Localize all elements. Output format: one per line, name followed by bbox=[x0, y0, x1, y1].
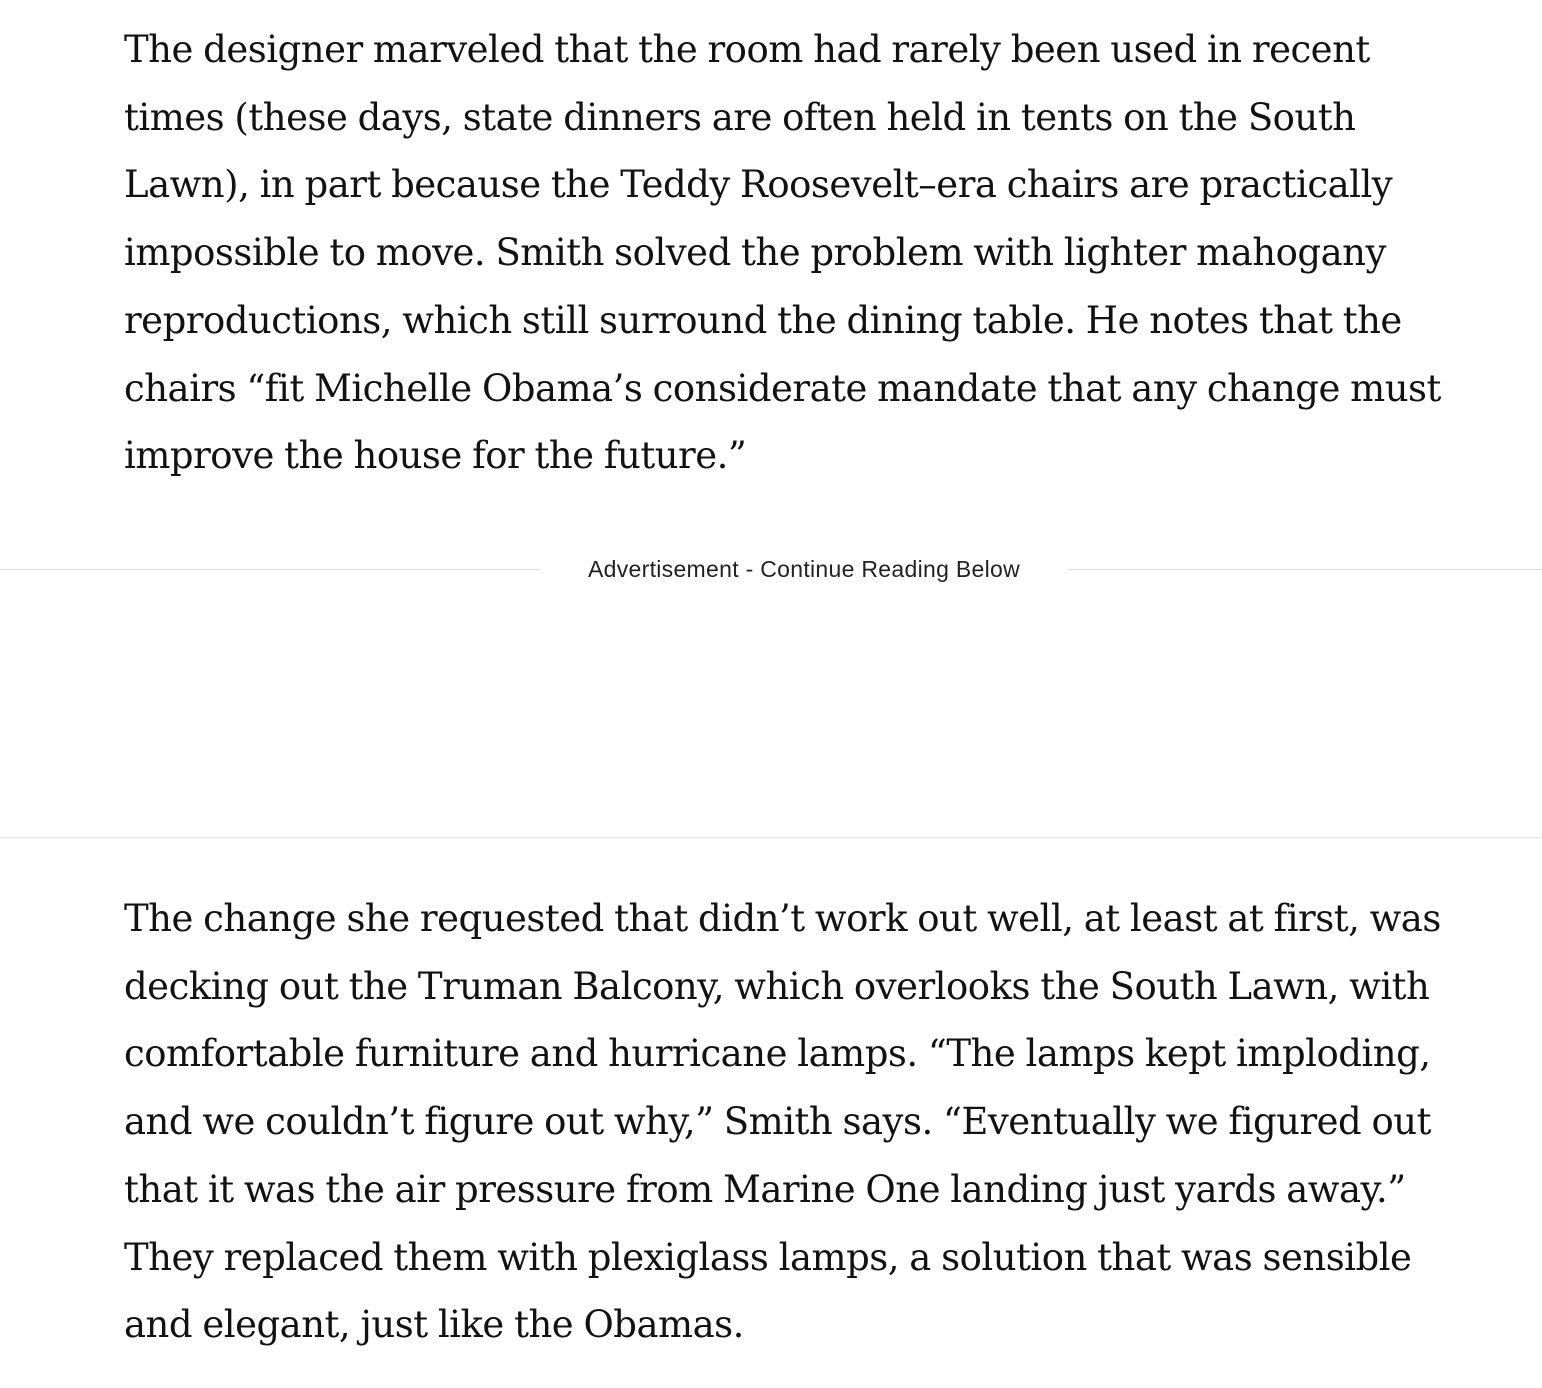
advertisement-label: Advertisement - Continue Reading Below bbox=[587, 556, 1020, 582]
ad-divider-right bbox=[1068, 569, 1542, 570]
advertisement-slot[interactable] bbox=[0, 590, 1542, 836]
article-paragraph-1: The designer marveled that the room had rarely been used in recent times (these days, state dinners are often held in tents on the South Lawn), in part because the Teddy Roosevelt–era chairs are practically impossible to move. Smith solved the problem with lighter mahogany reproductions, which still surround the dining table. He notes that the chairs “fit Michelle Obama’s considerate mandate that any change must improve the house for the future.” bbox=[124, 28, 1441, 478]
article-paragraph-2: The change she requested that didn’t work out well, at least at first, was decking out the Truman Balcony, which overlooks the South Lawn, with comfortable furniture and hurricane lamps. “The lamps kept imploding, and we couldn’t figure out why,” Smith says. “Eventually we figured out that it was the air pressure from Marine One landing just yards away.” They replaced them with plexiglass lamps, a solution that was sensible and elegant, just like the Obamas. bbox=[124, 897, 1441, 1347]
advertisement-label-row bbox=[0, 552, 1542, 586]
ad-divider-left bbox=[0, 569, 540, 570]
ad-divider-bottom bbox=[0, 837, 1542, 838]
